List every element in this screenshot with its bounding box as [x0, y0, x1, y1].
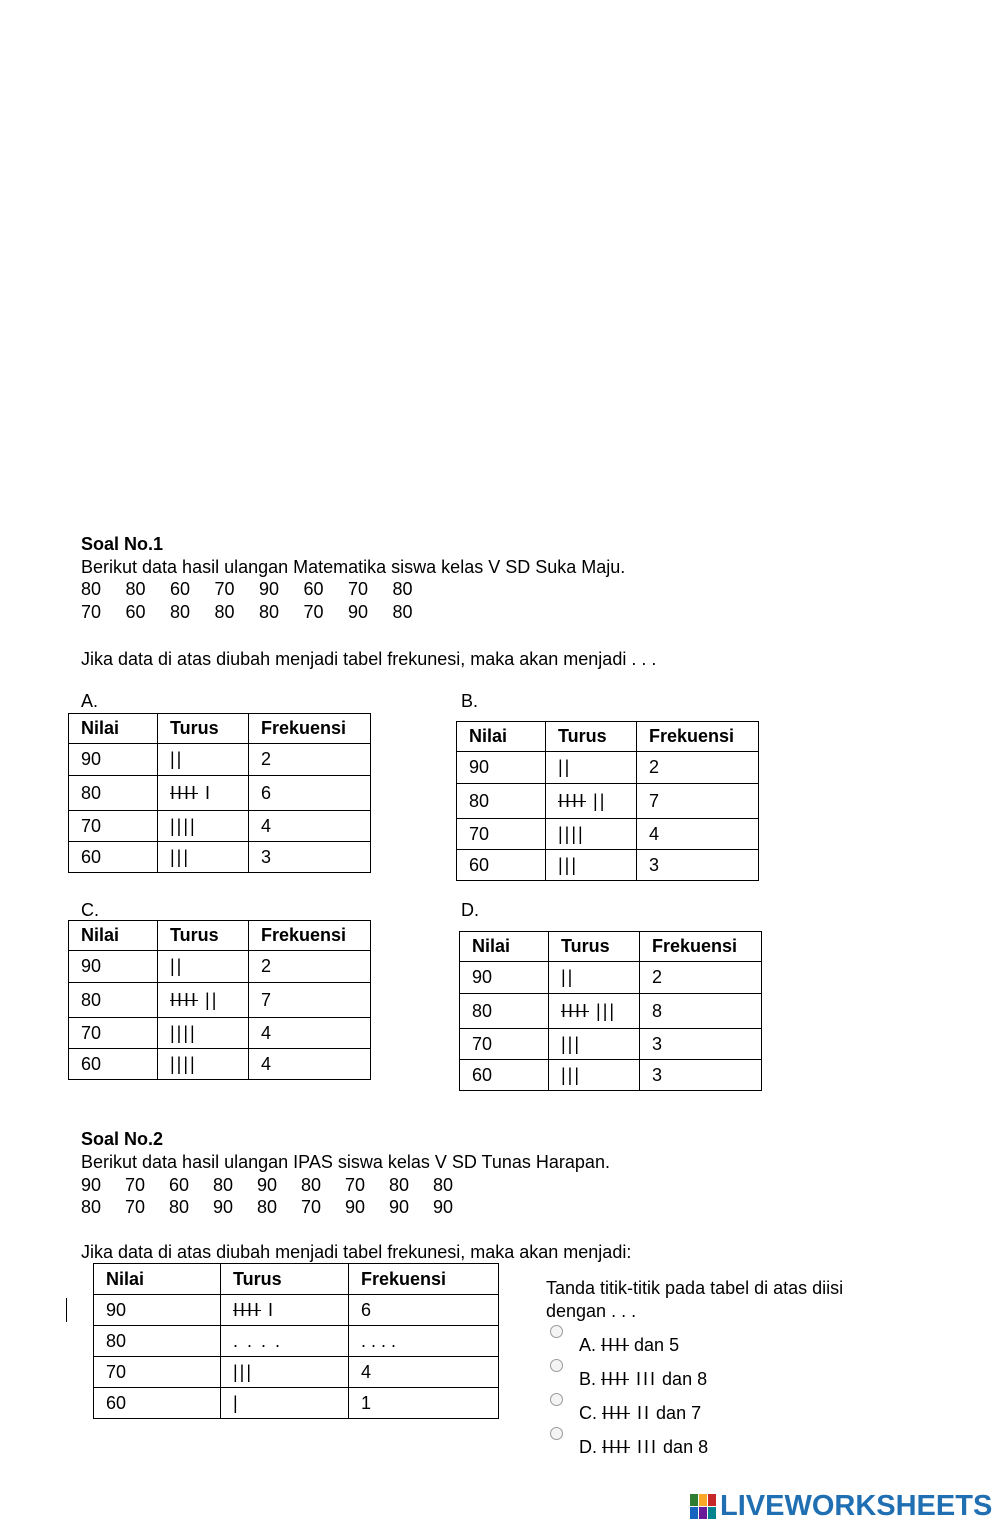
table-row	[460, 994, 762, 1029]
choice-label: B.	[579, 1369, 602, 1389]
frekuensi-cell: 2	[637, 752, 759, 784]
table-row	[69, 776, 371, 811]
frekuensi-cell: 3	[640, 1029, 762, 1060]
turus-cell	[221, 1295, 349, 1326]
column-header: Frekuensi	[249, 921, 371, 951]
frekuensi-cell: 8	[640, 994, 762, 1029]
data-value: 90	[348, 602, 369, 622]
turus-cell	[158, 744, 249, 776]
column-header: Frekuensi	[349, 1264, 499, 1295]
table-header-row	[69, 714, 371, 744]
nilai-cell: 90	[460, 962, 549, 994]
tally-marks: I	[261, 1299, 276, 1320]
q2-prompt-line-1: Tanda titik-titik pada tabel di atas diisi	[546, 1278, 844, 1298]
data-value: 60	[125, 602, 146, 622]
turus-cell	[158, 983, 249, 1018]
frekuensi-cell: 7	[637, 784, 759, 819]
frekuensi-cell: 3	[640, 1060, 762, 1091]
tally-marks: II	[630, 1403, 652, 1423]
tally-marks: |||	[233, 1361, 254, 1382]
choice-a[interactable]	[579, 1334, 679, 1356]
tally-five-icon: IIII	[601, 1369, 630, 1389]
q2-question: Jika data di atas diubah menjadi tabel frekunesi, maka akan menjadi:	[81, 1242, 632, 1262]
choice-label: A.	[579, 1335, 602, 1355]
nilai-cell: 70	[457, 819, 546, 850]
frekuensi-cell: 7	[249, 983, 371, 1018]
column-header: Nilai	[457, 722, 546, 752]
turus-cell	[221, 1357, 349, 1388]
frekuensi-cell: 6	[349, 1295, 499, 1326]
data-value: 90	[213, 1197, 234, 1217]
logo-tile	[699, 1507, 707, 1519]
data-value: 80	[81, 1197, 102, 1217]
tally-five-icon: IIII	[233, 1299, 262, 1320]
column-header: Nilai	[69, 714, 158, 744]
text-cursor	[66, 1298, 67, 1322]
tally-marks: ||||	[558, 823, 585, 844]
nilai-cell: 80	[69, 983, 158, 1018]
nilai-cell: 80	[69, 776, 158, 811]
table-row	[69, 983, 371, 1018]
turus-cell	[549, 1029, 640, 1060]
frekuensi-cell: 3	[249, 842, 371, 873]
tally-five-icon: IIII	[170, 782, 199, 803]
table-header-row	[69, 921, 371, 951]
choice-label: D.	[579, 1437, 603, 1457]
q2-title: Soal No.2	[81, 1129, 164, 1149]
nilai-cell: 70	[69, 1018, 158, 1049]
turus-cell	[549, 1060, 640, 1091]
data-value: 70	[301, 1197, 322, 1217]
tally-marks: ||	[170, 749, 184, 769]
tally-five-icon: IIII	[602, 1403, 631, 1423]
column-header: Turus	[546, 722, 637, 752]
q1-data-row-1	[81, 578, 437, 600]
nilai-cell: 80	[94, 1326, 221, 1357]
column-header: Turus	[158, 714, 249, 744]
nilai-cell: 60	[460, 1060, 549, 1091]
data-value: 80	[392, 602, 413, 622]
choice-radio-b[interactable]	[550, 1359, 563, 1372]
nilai-cell: 70	[69, 811, 158, 842]
table-row	[94, 1326, 499, 1357]
table-row	[69, 744, 371, 776]
column-header: Frekuensi	[249, 714, 371, 744]
q1-intro: Berikut data hasil ulangan Matematika siswa kelas V SD Suka Maju.	[81, 557, 626, 577]
data-value: 80	[433, 1175, 454, 1195]
choice-radio-d[interactable]	[550, 1427, 563, 1440]
data-value: 90	[345, 1197, 366, 1217]
table-row	[460, 1029, 762, 1060]
tally-marks: . . . .	[233, 1330, 283, 1351]
q1-option-a-label: A.	[81, 691, 99, 711]
nilai-cell: 70	[460, 1029, 549, 1060]
tally-marks: I	[198, 782, 213, 803]
turus-cell	[158, 811, 249, 842]
q1-question: Jika data di atas diubah menjadi tabel frekunesi, maka akan menjadi . . .	[81, 649, 657, 669]
nilai-cell: 60	[69, 1049, 158, 1080]
choice-c[interactable]	[579, 1402, 701, 1424]
tally-five-icon: IIII	[558, 790, 587, 811]
choice-text: dan 8	[657, 1369, 708, 1389]
tally-marks: ||||	[170, 1053, 197, 1074]
logo-tile	[690, 1507, 698, 1519]
turus-cell	[158, 1049, 249, 1080]
choice-text: dan 5	[629, 1335, 680, 1355]
tally-marks: ||	[198, 989, 219, 1010]
choice-label: C.	[579, 1403, 603, 1423]
frekuensi-cell: 1	[349, 1388, 499, 1419]
frekuensi-cell: 2	[249, 951, 371, 983]
frekuensi-cell: 4	[637, 819, 759, 850]
turus-cell	[158, 776, 249, 811]
tally-marks: |||	[561, 1033, 582, 1054]
data-value: 70	[125, 1197, 146, 1217]
column-header: Frekuensi	[637, 722, 759, 752]
q1-data-row-2	[81, 601, 437, 623]
data-value: 60	[169, 1175, 190, 1195]
turus-cell	[158, 842, 249, 873]
tally-marks: III	[630, 1437, 659, 1457]
data-value: 60	[303, 579, 324, 599]
turus-cell	[221, 1388, 349, 1419]
turus-cell	[549, 994, 640, 1029]
data-value: 70	[348, 579, 369, 599]
data-value: 80	[125, 579, 146, 599]
nilai-cell: 90	[69, 744, 158, 776]
frekuensi-cell: 4	[249, 1049, 371, 1080]
tally-five-icon: IIII	[561, 1000, 590, 1021]
data-value: 80	[81, 579, 102, 599]
tally-marks: |||	[558, 854, 579, 875]
data-value: 90	[81, 1175, 102, 1195]
column-header: Nilai	[94, 1264, 221, 1295]
data-value: 90	[259, 579, 280, 599]
frekuensi-cell: 4	[249, 1018, 371, 1049]
table-row	[69, 951, 371, 983]
data-value: 80	[389, 1175, 410, 1195]
nilai-cell: 60	[69, 842, 158, 873]
data-value: 80	[169, 1197, 190, 1217]
tally-marks: ||	[561, 967, 575, 987]
data-value: 80	[392, 579, 413, 599]
table-row	[94, 1357, 499, 1388]
column-header: Nilai	[69, 921, 158, 951]
data-value: 70	[345, 1175, 366, 1195]
data-value: 80	[257, 1197, 278, 1217]
data-value: 70	[125, 1175, 146, 1195]
data-value: 70	[81, 602, 102, 622]
q1-option-b-table	[456, 721, 759, 881]
frekuensi-cell: 2	[249, 744, 371, 776]
q1-option-b-label: B.	[461, 691, 479, 711]
data-value: 60	[170, 579, 191, 599]
liveworksheets-logo	[690, 1490, 992, 1522]
tally-marks: ||	[170, 956, 184, 976]
q2-data-row-1	[81, 1174, 477, 1196]
nilai-cell: 60	[457, 850, 546, 881]
table-header-row	[460, 932, 762, 962]
tally-marks: |||	[170, 846, 191, 867]
table-row	[69, 842, 371, 873]
column-header: Turus	[158, 921, 249, 951]
data-value: 80	[213, 1175, 234, 1195]
turus-cell	[158, 1018, 249, 1049]
choice-b[interactable]	[579, 1368, 707, 1390]
table-row	[457, 752, 759, 784]
choice-d[interactable]	[579, 1436, 708, 1458]
tally-five-icon: IIII	[602, 1437, 631, 1457]
logo-tile	[690, 1494, 698, 1506]
tally-five-icon: IIII	[170, 989, 199, 1010]
q2-prompt-line-2: dengan . . .	[546, 1301, 637, 1321]
data-value: 80	[259, 602, 280, 622]
logo-tile	[708, 1494, 716, 1506]
tally-marks: III	[629, 1369, 658, 1389]
tally-marks: |||	[561, 1064, 582, 1085]
column-header: Turus	[221, 1264, 349, 1295]
nilai-cell: 80	[457, 784, 546, 819]
logo-tile	[708, 1507, 716, 1519]
column-header: Frekuensi	[640, 932, 762, 962]
table-header-row	[457, 722, 759, 752]
q1-option-d-label: D.	[461, 900, 479, 920]
logo-grid-icon	[690, 1494, 716, 1519]
choice-radio-a[interactable]	[550, 1325, 563, 1338]
tally-marks: ||	[586, 790, 607, 811]
table-row	[69, 1049, 371, 1080]
table-row	[94, 1388, 499, 1419]
frekuensi-cell: 2	[640, 962, 762, 994]
logo-text: LIVEWORKSHEETS	[720, 1489, 993, 1522]
nilai-cell: 70	[94, 1357, 221, 1388]
data-value: 80	[214, 602, 235, 622]
frekuensi-cell: 3	[637, 850, 759, 881]
data-value: 80	[301, 1175, 322, 1195]
column-header: Nilai	[460, 932, 549, 962]
turus-cell	[546, 819, 637, 850]
table-row	[457, 819, 759, 850]
nilai-cell: 90	[94, 1295, 221, 1326]
frekuensi-cell: 4	[349, 1357, 499, 1388]
tally-marks: ||	[558, 757, 572, 777]
tally-marks: ||||	[170, 1022, 197, 1043]
nilai-cell: 60	[94, 1388, 221, 1419]
table-header-row	[94, 1264, 499, 1295]
data-value: 70	[214, 579, 235, 599]
table-row	[460, 962, 762, 994]
data-value: 90	[389, 1197, 410, 1217]
q1-title: Soal No.1	[81, 534, 164, 554]
data-value: 90	[257, 1175, 278, 1195]
table-row	[460, 1060, 762, 1091]
nilai-cell: 90	[457, 752, 546, 784]
q1-option-c-table	[68, 920, 371, 1080]
table-row	[69, 1018, 371, 1049]
q1-option-c-label: C.	[81, 900, 99, 920]
q2-intro: Berikut data hasil ulangan IPAS siswa kelas V SD Tunas Harapan.	[81, 1152, 610, 1172]
choice-text: dan 8	[658, 1437, 709, 1457]
turus-cell	[549, 962, 640, 994]
frekuensi-cell: 6	[249, 776, 371, 811]
turus-cell	[546, 752, 637, 784]
tally-marks: ||||	[170, 815, 197, 836]
turus-cell	[158, 951, 249, 983]
choice-text: dan 7	[651, 1403, 702, 1423]
turus-cell	[221, 1326, 349, 1357]
nilai-cell: 90	[69, 951, 158, 983]
column-header: Turus	[549, 932, 640, 962]
data-value: 70	[303, 602, 324, 622]
frekuensi-cell: . . . .	[349, 1326, 499, 1357]
tally-marks: |||	[589, 1000, 617, 1021]
table-row	[457, 784, 759, 819]
tally-five-icon: IIII	[601, 1335, 630, 1355]
nilai-cell: 80	[460, 994, 549, 1029]
tally-marks: |	[233, 1392, 240, 1413]
turus-cell	[546, 850, 637, 881]
frekuensi-cell: 4	[249, 811, 371, 842]
data-value: 80	[170, 602, 191, 622]
table-row	[457, 850, 759, 881]
table-row	[69, 811, 371, 842]
logo-tile	[699, 1494, 707, 1506]
data-value: 90	[433, 1197, 454, 1217]
table-row	[94, 1295, 499, 1326]
q2-table	[93, 1263, 499, 1419]
q2-data-row-2	[81, 1196, 477, 1218]
choice-radio-c[interactable]	[550, 1393, 563, 1406]
turus-cell	[546, 784, 637, 819]
q1-option-d-table	[459, 931, 762, 1091]
q1-option-a-table	[68, 713, 371, 873]
